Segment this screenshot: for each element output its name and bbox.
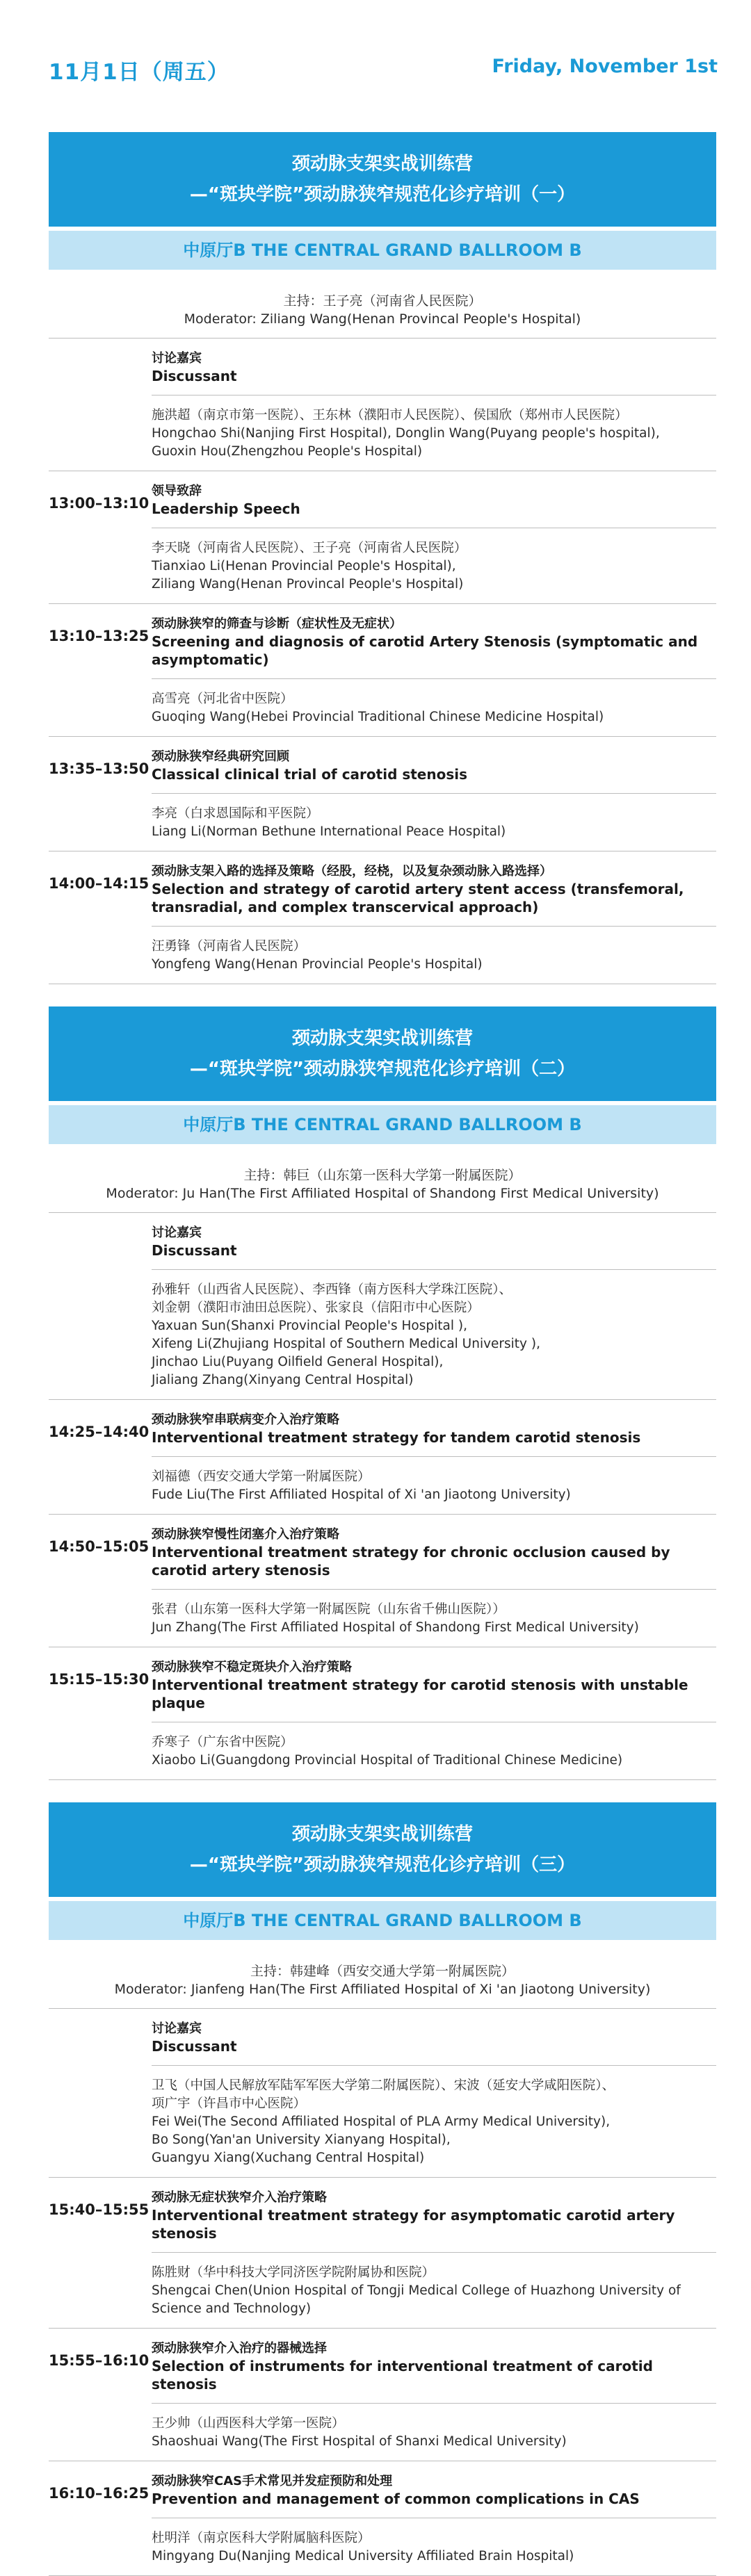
time-slot: 15:15–15:30 <box>49 1671 150 1688</box>
speaker-line: 张君（山东第一医科大学第一附属医院（山东省千佛山医院）） <box>152 1602 506 1617</box>
schedule-row <box>49 2329 716 2461</box>
topic-chinese: 颈动脉狭窄介入治疗的器械选择 <box>152 2341 327 2356</box>
row-content <box>152 2329 716 2461</box>
session-title-line1: 颈动脉支架实战训练营 <box>291 1028 473 1049</box>
time-slot <box>49 339 152 471</box>
topic-english: Interventional treatment strategy for asymptomatic carotid artery stenosis <box>152 2207 675 2242</box>
row-content <box>152 2009 716 2177</box>
speakers <box>152 927 716 984</box>
topic-english: Discussant <box>152 2038 237 2055</box>
schedule-row <box>49 851 716 984</box>
speaker-line: Hongchao Shi(Nanjing First Hospital), Donglin Wang(Puyang people's hospital), <box>152 426 660 441</box>
speaker-line: Fude Liu(The First Affiliated Hospital of Xi 'an Jiaotong University) <box>152 1487 571 1502</box>
moderator-info <box>49 270 716 339</box>
topic <box>152 471 716 528</box>
speaker-line: 项广宇（许昌市中心医院） <box>152 2096 307 2111</box>
program-page <box>49 0 716 2576</box>
time-slot: 14:50–15:05 <box>49 1538 150 1555</box>
room-label: 中原厅B THE CENTRAL GRAND BALLROOM B <box>49 231 716 270</box>
row-content <box>152 604 716 736</box>
speakers <box>152 2253 716 2328</box>
row-content <box>152 2461 716 2575</box>
session-block <box>49 1802 716 2576</box>
speaker-line: Jinchao Liu(Puyang Oilfield General Hospital), <box>152 1355 444 1369</box>
speaker-line: Jun Zhang(The First Affiliated Hospital of Shandong First Medical University) <box>152 1620 639 1635</box>
time-slot: 14:25–14:40 <box>49 1424 150 1440</box>
topic-chinese: 颈动脉狭窄不稳定斑块介入治疗策略 <box>152 1660 352 1674</box>
row-content <box>152 1400 716 1514</box>
speaker-line: Shengcai Chen(Union Hospital of Tongji Medical College of Huazhong University of Science and Technology) <box>152 2283 681 2316</box>
session-title-line1: 颈动脉支架实战训练营 <box>291 1824 473 1845</box>
moderator-chinese: 主持：王子亮（河南省人民医院） <box>283 293 482 309</box>
speaker-line: Yongfeng Wang(Henan Provincial People's Hospital) <box>152 957 483 972</box>
speakers <box>152 396 716 471</box>
topic <box>152 1515 716 1590</box>
speakers <box>152 794 716 851</box>
row-content <box>152 1515 716 1647</box>
schedule-row <box>49 2461 716 2576</box>
moderator-english: Moderator: Ziliang Wang(Henan Provincal People's Hospital) <box>184 311 581 327</box>
speaker-line: 汪勇锋（河南省人民医院） <box>152 939 307 954</box>
topic-english: Classical clinical trial of carotid stenosis <box>152 766 468 783</box>
moderator-info <box>49 1144 716 1213</box>
speaker-line: 孙雅轩（山西省人民医院）、李西锋（南方医科大学珠江医院）、 <box>152 1282 512 1297</box>
row-content <box>152 2178 716 2328</box>
topic <box>152 2178 716 2253</box>
topic-chinese: 颈动脉狭窄CAS手术常见并发症预防和处理 <box>152 2474 393 2488</box>
speakers <box>152 2404 716 2461</box>
schedule-row <box>49 1213 716 1400</box>
row-content <box>152 1647 716 1779</box>
row-content <box>152 339 716 471</box>
session-title-banner <box>49 1006 716 1101</box>
speaker-line: Xiaobo Li(Guangdong Provincial Hospital of Traditional Chinese Medicine) <box>152 1753 623 1768</box>
topic-chinese: 颈动脉狭窄串联病变介入治疗策略 <box>152 1412 339 1427</box>
topic-chinese: 颈动脉支架入路的选择及策略（经股，经桡，以及复杂颈动脉入路选择） <box>152 864 552 879</box>
speaker-line: Yaxuan Sun(Shanxi Provincial People's Hospital ), <box>152 1319 467 1333</box>
speaker-line: 陈胜财（华中科技大学同济医学院附属协和医院） <box>152 2265 435 2280</box>
topic <box>152 2329 716 2404</box>
row-content <box>152 851 716 984</box>
speaker-line: 高雪亮（河北省中医院） <box>152 692 293 706</box>
row-content <box>152 471 716 603</box>
speaker-line: 李亮（白求恩国际和平医院） <box>152 806 319 821</box>
topic-chinese: 讨论嘉宾 <box>152 2021 202 2036</box>
room-label: 中原厅B THE CENTRAL GRAND BALLROOM B <box>49 1105 716 1144</box>
speaker-line: Jialiang Zhang(Xinyang Central Hospital) <box>152 1373 414 1387</box>
time-slot: 13:00–13:10 <box>49 495 150 512</box>
speaker-line: Shaoshuai Wang(The First Hospital of Shanxi Medical University) <box>152 2434 567 2449</box>
speaker-line: Tianxiao Li(Henan Provincial People's Hospital), <box>152 559 456 573</box>
date-header <box>49 0 716 132</box>
time-slot: 13:10–13:25 <box>49 628 150 644</box>
row-content <box>152 737 716 851</box>
topic <box>152 1647 716 1722</box>
moderator-english: Moderator: Jianfeng Han(The First Affiliated Hospital of Xi 'an Jiaotong University) <box>114 1982 651 1997</box>
speaker-line: 施洪超（南京市第一医院）、王东林（濮阳市人民医院）、侯国欣（郑州市人民医院） <box>152 408 628 423</box>
schedule-row <box>49 2009 716 2178</box>
sessions-container <box>49 132 716 2576</box>
time-slot <box>49 2009 152 2177</box>
topic-english: Discussant <box>152 368 237 384</box>
speaker-line: Fei Wei(The Second Affiliated Hospital of PLA Army Medical University), <box>152 2114 611 2129</box>
moderator-info <box>49 1940 716 2009</box>
time-slot <box>49 1213 152 1399</box>
speaker-line: Bo Song(Yan'an University Xianyang Hospital), <box>152 2133 451 2147</box>
session-title-banner <box>49 1802 716 1897</box>
session-title-line1: 颈动脉支架实战训练营 <box>291 154 473 174</box>
session-block <box>49 1006 716 1780</box>
topic-english: Discussant <box>152 1242 237 1259</box>
topic-chinese: 颈动脉狭窄经典研究回顾 <box>152 749 289 764</box>
topic-english: Interventional treatment strategy for tandem carotid stenosis <box>152 1429 641 1446</box>
speaker-line: 乔寒子（广东省中医院） <box>152 1735 293 1750</box>
topic <box>152 851 716 927</box>
moderator-chinese: 主持：韩巨（山东第一医科大学第一附属医院） <box>243 1168 522 1183</box>
topic <box>152 604 716 679</box>
time-slot: 15:55–16:10 <box>49 2352 150 2369</box>
time-slot: 13:35–13:50 <box>49 760 150 777</box>
topic-chinese: 讨论嘉宾 <box>152 351 202 366</box>
speakers <box>152 1457 716 1514</box>
speaker-line: Mingyang Du(Nanjing Medical University Affiliated Brain Hospital) <box>152 2549 574 2563</box>
time-slot: 14:00–14:15 <box>49 875 150 892</box>
schedule-row <box>49 2178 716 2329</box>
session-title-line2: —“斑块学院”颈动脉狭窄规范化诊疗培训（一） <box>189 184 576 205</box>
date-english: Friday, November 1st <box>492 56 718 77</box>
time-slot: 15:40–15:55 <box>49 2201 150 2218</box>
topic-chinese: 颈动脉无症状狭窄介入治疗策略 <box>152 2190 327 2205</box>
session-title-line2: —“斑块学院”颈动脉狭窄规范化诊疗培训（二） <box>189 1059 576 1079</box>
speaker-line: 杜明洋（南京医科大学附属脑科医院） <box>152 2531 371 2545</box>
topic-english: Selection and strategy of carotid artery stent access (transfemoral, transradial, and complex transcervical approach) <box>152 881 684 915</box>
speaker-line: Xifeng Li(Zhujiang Hospital of Southern Medical University ), <box>152 1337 540 1351</box>
speaker-line: 李天晓（河南省人民医院）、王子亮（河南省人民医院） <box>152 541 467 555</box>
session-title-banner <box>49 132 716 227</box>
topic <box>152 737 716 794</box>
speakers <box>152 679 716 736</box>
schedule-row <box>49 471 716 604</box>
topic-chinese: 颈动脉狭窄的筛查与诊断（症状性及无症状） <box>152 617 402 631</box>
speaker-line: Guoqing Wang(Hebei Provincial Traditional Chinese Medicine Hospital) <box>152 710 604 724</box>
topic-english: Interventional treatment strategy for chronic occlusion caused by carotid artery stenosis <box>152 1544 670 1579</box>
schedule-row <box>49 737 716 851</box>
session-title-line2: —“斑块学院”颈动脉狭窄规范化诊疗培训（三） <box>189 1854 576 1875</box>
topic <box>152 1400 716 1457</box>
schedule-row <box>49 604 716 737</box>
speakers <box>152 2066 716 2177</box>
topic-chinese: 讨论嘉宾 <box>152 1225 202 1240</box>
topic-english: Screening and diagnosis of carotid Artery Stenosis (symptomatic and asymptomatic) <box>152 633 698 668</box>
topic <box>152 2009 716 2066</box>
session-block <box>49 132 716 984</box>
speakers <box>152 2518 716 2575</box>
speaker-line: Ziliang Wang(Henan Provincal People's Hospital) <box>152 577 464 592</box>
speaker-line: Guoxin Hou(Zhengzhou People's Hospital) <box>152 444 423 459</box>
room-label: 中原厅B THE CENTRAL GRAND BALLROOM B <box>49 1901 716 1940</box>
schedule-row <box>49 1647 716 1780</box>
moderator-chinese: 主持：韩建峰（西安交通大学第一附属医院） <box>250 1964 515 1979</box>
topic-english: Interventional treatment strategy for carotid stenosis with unstable plaque <box>152 1677 688 1711</box>
speakers <box>152 1590 716 1647</box>
speaker-line: Guangyu Xiang(Xuchang Central Hospital) <box>152 2151 425 2165</box>
speaker-line: 刘金朝（濮阳市油田总医院）、张家良（信阳市中心医院） <box>152 1301 480 1315</box>
topic-chinese: 颈动脉狭窄慢性闭塞介入治疗策略 <box>152 1527 339 1542</box>
topic <box>152 1213 716 1270</box>
topic-chinese: 领导致辞 <box>152 484 202 498</box>
time-slot: 16:10–16:25 <box>49 2485 150 2502</box>
schedule-row <box>49 1515 716 1647</box>
topic-english: Prevention and management of common complications in CAS <box>152 2491 640 2507</box>
topic <box>152 2461 716 2518</box>
date-chinese: 11月1日（周五） <box>49 60 229 85</box>
row-content <box>152 1213 716 1399</box>
topic-english: Selection of instruments for interventional treatment of carotid stenosis <box>152 2358 653 2392</box>
speaker-line: 王少帅（山西医科大学第一医院） <box>152 2416 345 2431</box>
moderator-english: Moderator: Ju Han(The First Affiliated Hospital of Shandong First Medical University) <box>106 1186 659 1201</box>
schedule-row <box>49 1400 716 1515</box>
speakers <box>152 528 716 603</box>
speaker-line: Liang Li(Norman Bethune International Peace Hospital) <box>152 824 506 839</box>
speakers <box>152 1722 716 1779</box>
speaker-line: 刘福德（西安交通大学第一附属医院） <box>152 1469 371 1484</box>
topic <box>152 339 716 396</box>
speaker-line: 卫飞（中国人民解放军陆军军医大学第二附属医院）、宋波（延安大学咸阳医院）、 <box>152 2078 615 2093</box>
topic-english: Leadership Speech <box>152 500 300 517</box>
schedule-row <box>49 339 716 471</box>
speakers <box>152 1270 716 1399</box>
